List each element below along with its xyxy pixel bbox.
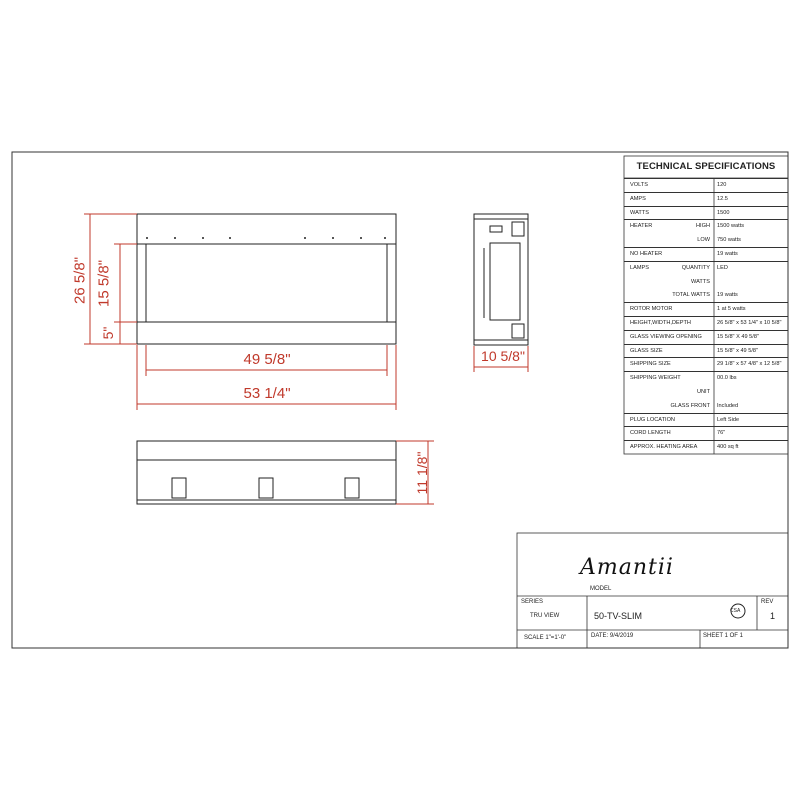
spec-row-value: 120	[717, 182, 727, 188]
spec-row-label: HEATER	[630, 223, 653, 230]
spec-row-value: Included	[717, 402, 739, 409]
spec-row-divider	[624, 178, 788, 179]
spec-row-label: HEIGHT,WIDTH,DEPTH	[630, 320, 691, 326]
spec-row-value: 19 watts	[717, 251, 738, 257]
side-view	[474, 214, 528, 345]
spec-row-value: 76"	[717, 430, 726, 437]
model-label: MODEL	[590, 586, 612, 592]
spec-row-value: 15 5/8" X 49 5/8"	[717, 333, 759, 340]
spec-row-divider	[624, 344, 788, 345]
series-value: TRU VIEW	[530, 613, 560, 619]
dim-overall-width: 53 1/4"	[243, 385, 291, 402]
spec-row-label: NO HEATER	[630, 251, 663, 257]
spec-row-value: LED	[717, 264, 728, 271]
spec-row-divider	[624, 357, 788, 358]
scale-text: SCALE 1"=1'-0"	[524, 635, 567, 641]
sheet-text: SHEET 1 OF 1	[703, 633, 743, 639]
dim-glass-width: 49 5/8"	[243, 351, 291, 368]
spec-row-divider	[624, 192, 788, 193]
spec-row-label: WATTS	[630, 209, 649, 216]
spec-row-label: GLASS SIZE	[630, 347, 663, 354]
spec-row-label: SHIPPING WEIGHT	[630, 375, 681, 382]
spec-row-divider	[624, 261, 788, 262]
spec-row-sublabel: LOW	[697, 237, 710, 244]
spec-row-label: LAMPS	[630, 264, 649, 271]
cert-mark-text: CSA	[730, 608, 741, 614]
spec-row-divider	[624, 440, 788, 441]
spec-row-value: 19 watts	[717, 292, 738, 299]
spec-row-value: 1500 watts	[717, 223, 745, 230]
dim-top-depth: 11 1/8"	[414, 451, 430, 495]
front-dimensions	[84, 214, 396, 410]
front-view	[137, 214, 396, 344]
spec-row-value: 750 watts	[717, 237, 741, 244]
rev-value: 1	[770, 611, 776, 621]
spec-row-label: SHIPPING SIZE	[630, 361, 671, 368]
spec-row-sublabel: HIGH	[696, 223, 710, 230]
spec-row-divider	[624, 206, 788, 207]
spec-row-sublabel: UNIT	[696, 389, 710, 395]
spec-row-sublabel: WATTS	[691, 278, 710, 285]
date-text: DATE: 9/4/2019	[591, 633, 634, 639]
spec-row-sublabel: GLASS FRONT	[670, 402, 710, 409]
spec-row-value: 29 1/8" x 57 4/8" x 12 5/8"	[717, 361, 782, 368]
amantii-logo: Amantii	[580, 555, 674, 580]
spec-row-divider	[624, 426, 788, 427]
spec-row-divider	[624, 330, 788, 331]
spec-row-divider	[624, 219, 788, 220]
dim-depth: 10 5/8"	[481, 348, 525, 364]
spec-row-label: GLASS VIEWING OPENING	[630, 333, 702, 340]
spec-row-divider	[624, 302, 788, 303]
dim-glass-height: 15 5/8"	[95, 259, 113, 308]
series-label: SERIES	[521, 599, 544, 605]
dim-overall-height: 26 5/8"	[71, 256, 89, 305]
dim-bottom-height: 5"	[100, 326, 116, 340]
spec-row-label: CORD LENGTH	[630, 430, 671, 437]
spec-row-divider	[624, 371, 788, 372]
spec-row-value: 1500	[717, 209, 730, 216]
spec-row-label: VOLTS	[630, 182, 648, 188]
title-block-grid	[517, 533, 788, 648]
spec-row-value: 1 at 5 watts	[717, 306, 746, 313]
top-view	[137, 441, 396, 504]
spec-row-divider	[624, 247, 788, 248]
spec-row-label: ROTOR MOTOR	[630, 306, 673, 313]
spec-row-value: 400 sq ft	[717, 444, 739, 451]
spec-row-value: 15 5/8" x 49 5/8"	[717, 347, 758, 354]
front-fastener-dots	[146, 237, 386, 239]
spec-row-value: 00.0 lbs	[717, 375, 737, 382]
rev-label: REV	[761, 599, 774, 605]
spec-row-label: AMPS	[630, 195, 646, 202]
spec-row-value: 12.5	[717, 195, 728, 202]
spec-row-label: PLUG LOCATION	[630, 416, 675, 423]
spec-row-sublabel: TOTAL WATTS	[672, 292, 710, 299]
spec-row-value: 26 5/8" x 53 1/4" x 10 5/8"	[717, 320, 782, 326]
spec-row-value: Left Side	[717, 416, 740, 423]
model-value: 50-TV-SLIM	[594, 611, 643, 621]
spec-row-sublabel: QUANTITY	[681, 264, 710, 271]
spec-row-label: APPROX. HEATING AREA	[630, 444, 698, 451]
spec-table-title: TECHNICAL SPECIFICATIONS	[636, 161, 776, 172]
spec-row-divider	[624, 316, 788, 317]
spec-row-divider	[624, 413, 788, 414]
